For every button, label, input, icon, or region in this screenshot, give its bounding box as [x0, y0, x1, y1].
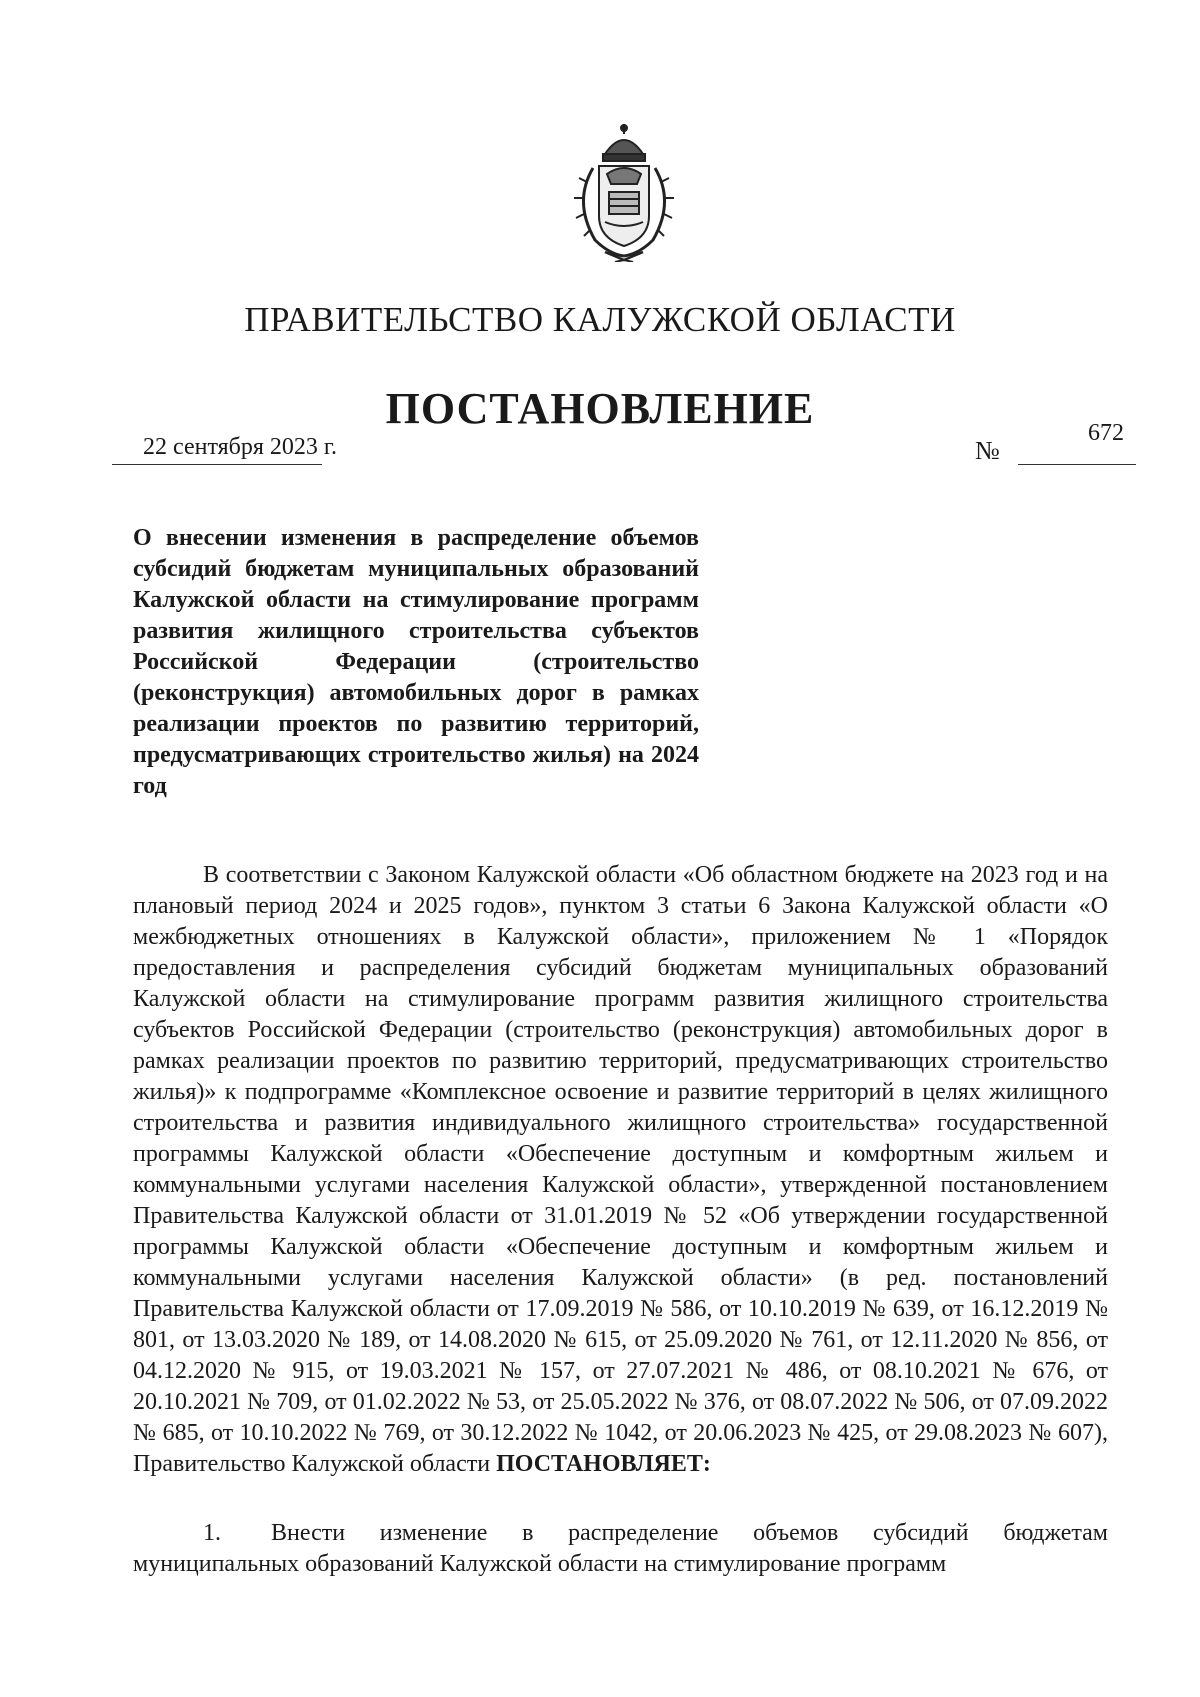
- government-title: ПРАВИТЕЛЬСТВО КАЛУЖСКОЙ ОБЛАСТИ: [244, 300, 956, 339]
- decree-number: 672: [1088, 420, 1124, 446]
- number-underline: [1018, 464, 1136, 465]
- decree-item-1: [133, 1518, 1108, 1580]
- resolves-word: ПОСТАНОВЛЯЕТ:: [496, 1451, 711, 1477]
- item-number: 1.: [203, 1520, 221, 1546]
- decree-title: ПОСТАНОВЛЕНИЕ: [385, 384, 815, 433]
- decree-subject: О внесении изменения в распределение объемов субсидий бюджетам муниципальных образований Калужской области на стимулирование программ развития жилищного строительства субъектов Российской Федерации (строительство (реконструкция) автомобильных дорог в рамках реализации проектов по развитию территорий, предусматривающих строительство жилья) на 2024 год: [133, 525, 699, 799]
- kaluga-coat-of-arms-icon: [565, 122, 683, 262]
- preamble-text: В соответствии с Законом Калужской области «Об областном бюджете на 2023 год и на плановый период 2024 и 2025 годов», пунктом 3 статьи 6 Закона Калужской области «О межбюджетных отношениях в Калужской области», приложением № 1 «Порядок предоставления и распределения субсидий бюджетам муниципальных образований Калужской области на стимулирование программ развития жилищного строительства субъектов Российской Федерации (строительство (реконструкция) автомобильных дорог в рамках реализации проектов по развитию территорий, предусматривающих строительство жилья)» к подпрограмме «Комплексное освоение и развитие территорий в целях жилищного строительства и развития индивидуального жилищного строительства» государственной программы Калужской области «Обеспечение доступным и комфортным жильем и коммунальными услугами населения Калужской области», утвержденной постановлением Правительства Калужской области от 31.01.2019 № 52 «Об утверждении государственной программы Калужской области «Обеспечение доступным и комфортным жильем и коммунальными услугами населения Калужской области» (в ред. постановлений Правительства Калужской области от 17.09.2019 № 586, от 10.10.2019 № 639, от 16.12.2019 № 801, от 13.03.2020 № 189, от 14.08.2020 № 615, от 25.09.2020 № 761, от 12.11.2020 № 856, от 04.12.2020 № 915, от 19.03.2021 № 157, от 27.07.2021 № 486, от 08.10.2021 № 676, от 20.10.2021 № 709, от 01.02.2022 № 53, от 25.05.2022 № 376, от 08.07.2022 № 506, от 07.09.2022 № 685, от 10.10.2022 № 769, от 30.12.2022 № 1042, от 20.06.2023 № 425, от 29.08.2023 № 607), Правительство Калужской области: [133, 862, 1108, 1477]
- date-underline: [112, 464, 322, 465]
- item-text: Внести изменение в распределение объемов субсидий бюджетам муниципальных образований Калужской области на стимулирование программ: [133, 1520, 1108, 1577]
- number-sign: №: [975, 436, 1000, 465]
- decree-preamble: [133, 860, 1108, 1480]
- decree-date: 22 сентября 2023 г.: [143, 434, 338, 460]
